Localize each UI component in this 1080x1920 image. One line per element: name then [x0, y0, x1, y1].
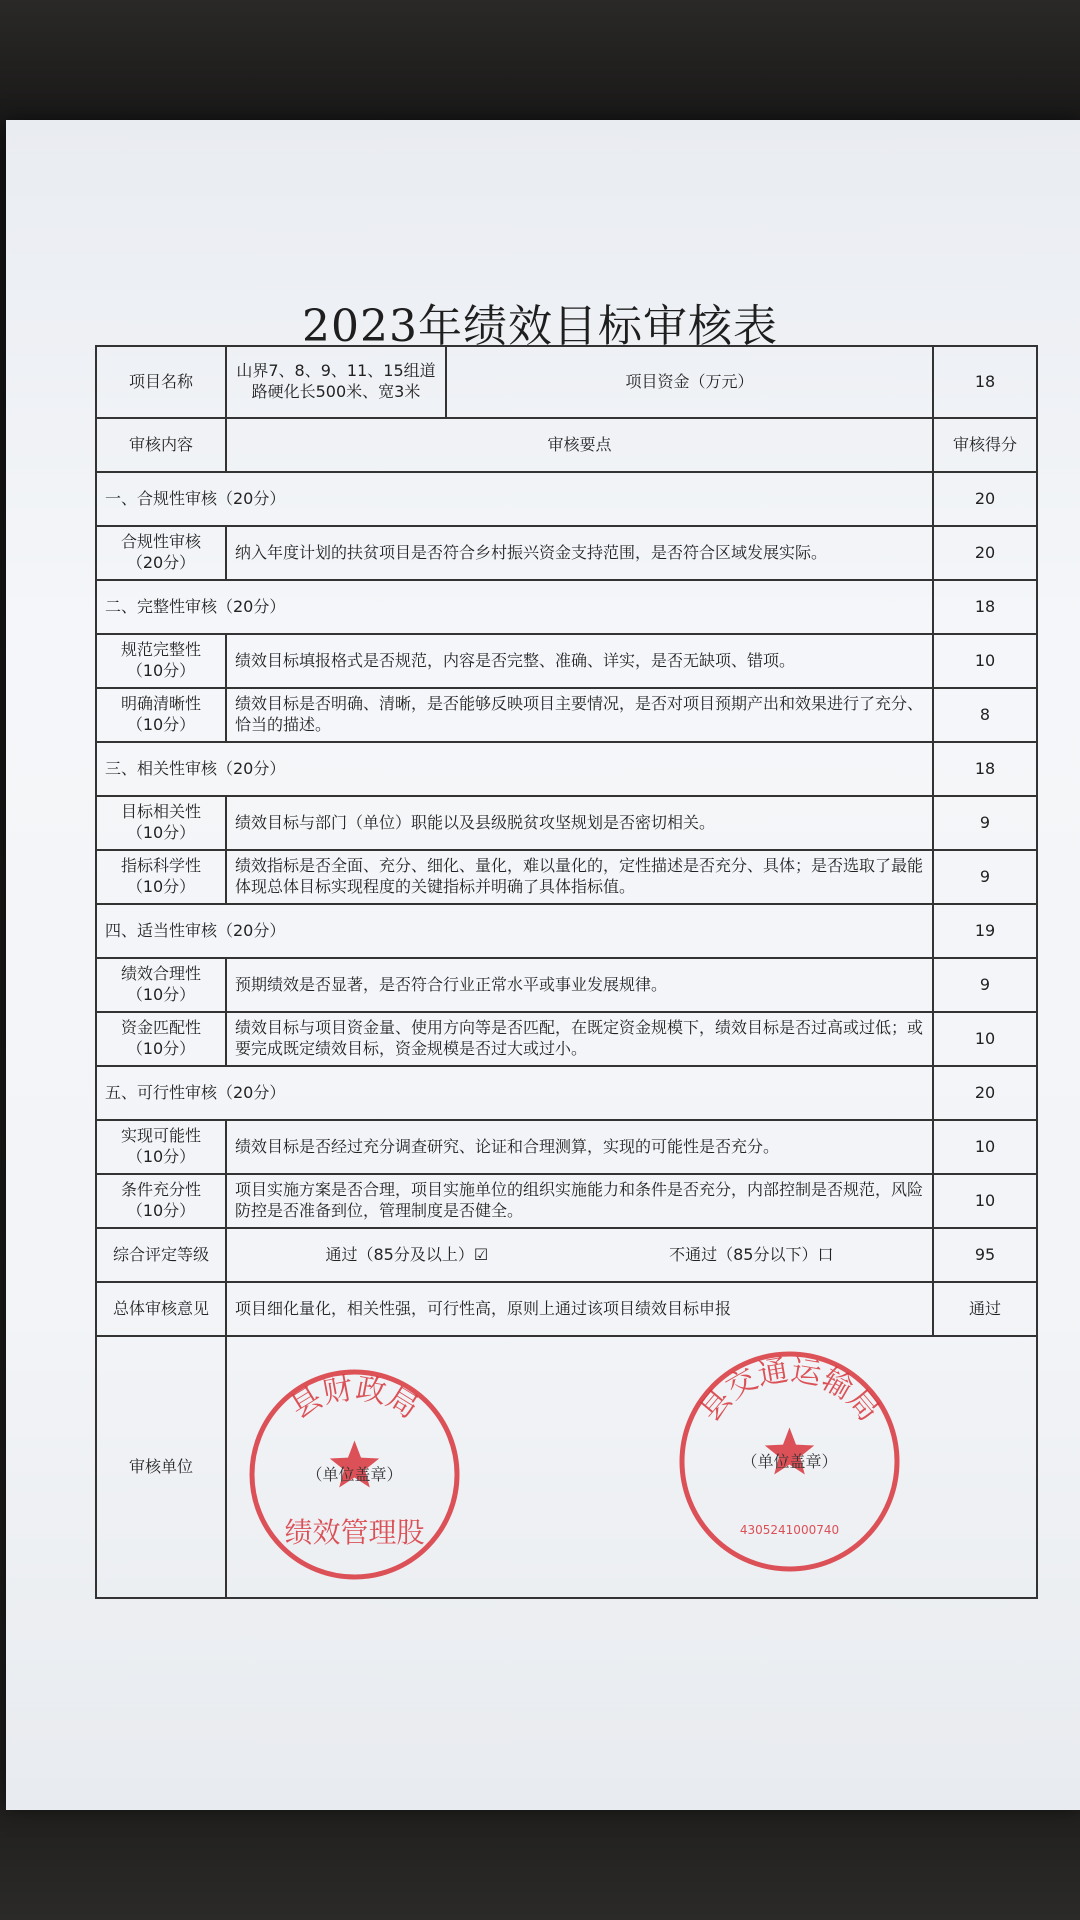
criterion-name: 绩效合理性	[120, 964, 201, 984]
section-title: 五、可行性审核（20分）	[96, 1066, 933, 1120]
section-row	[96, 742, 1037, 796]
project-fund-value: 18	[933, 346, 1037, 418]
criterion-name-cell	[96, 796, 226, 850]
criterion-name-cell	[96, 850, 226, 904]
rating-score: 95	[933, 1228, 1037, 1282]
criterion-score: 9	[933, 850, 1037, 904]
criterion-name-cell	[96, 688, 226, 742]
header-content-label: 审核内容	[96, 418, 226, 472]
opinion-result: 通过	[933, 1282, 1037, 1336]
criterion-description: 纳入年度计划的扶贫项目是否符合乡村振兴资金支持范围，是否符合区域发展实际。	[226, 526, 933, 580]
seal-top-text: 县财政局	[284, 1371, 425, 1426]
seal-bottom-text: 绩效管理股	[284, 1516, 425, 1549]
section-row	[96, 904, 1037, 958]
criterion-points: （10分）	[126, 823, 196, 842]
official-seal-1	[247, 1367, 462, 1582]
rating-fail-checkbox: 口	[817, 1244, 834, 1264]
criterion-description: 绩效目标与部门（单位）职能以及县级脱贫攻坚规划是否密切相关。	[226, 796, 933, 850]
criterion-row	[96, 850, 1037, 904]
header-points-label: 审核要点	[226, 418, 933, 472]
rating-fail-text: 不通过（85分以下）	[669, 1244, 818, 1264]
stamp-area	[226, 1336, 1037, 1598]
criterion-points: （20分）	[126, 553, 196, 572]
section-score: 20	[933, 472, 1037, 526]
criterion-points: （10分）	[126, 1039, 196, 1058]
project-row	[96, 346, 1037, 418]
section-row	[96, 1066, 1037, 1120]
criterion-name-cell	[96, 1012, 226, 1066]
criterion-name-cell	[96, 634, 226, 688]
criterion-score: 10	[933, 634, 1037, 688]
seal-note: （单位盖章）	[306, 1464, 403, 1484]
criterion-name: 规范完整性	[120, 640, 201, 660]
section-title: 二、完整性审核（20分）	[96, 580, 933, 634]
criterion-row	[96, 1120, 1037, 1174]
rating-pass-checkbox: ☑	[473, 1244, 489, 1264]
document-title: 2023年绩效目标审核表	[302, 301, 778, 352]
project-name-label: 项目名称	[96, 346, 226, 418]
units-label: 审核单位	[96, 1336, 226, 1598]
criterion-score: 8	[933, 688, 1037, 742]
criterion-row	[96, 688, 1037, 742]
criterion-score: 10	[933, 1120, 1037, 1174]
opinion-text: 项目细化量化，相关性强，可行性高，原则上通过该项目绩效目标申报	[226, 1282, 933, 1336]
criterion-points: （10分）	[126, 715, 196, 734]
criterion-score: 9	[933, 958, 1037, 1012]
rating-fail-option	[669, 1245, 833, 1266]
criterion-name-cell	[96, 1174, 226, 1228]
criterion-row	[96, 958, 1037, 1012]
criterion-description: 绩效指标是否全面、充分、细化、量化，难以量化的，定性描述是否充分、具体；是否选取了最能体现总体目标实现程度的关键指标并明确了具体指标值。	[226, 850, 933, 904]
project-fund-label: 项目资金（万元）	[446, 346, 933, 418]
section-score: 18	[933, 742, 1037, 796]
criterion-score: 10	[933, 1012, 1037, 1066]
criterion-name: 条件充分性	[120, 1180, 201, 1200]
official-seal-2	[677, 1349, 902, 1574]
criterion-row	[96, 796, 1037, 850]
seal-note: （单位盖章）	[741, 1451, 838, 1471]
criterion-name: 指标科学性	[120, 856, 201, 876]
criterion-row	[96, 634, 1037, 688]
criterion-description: 预期绩效是否显著，是否符合行业正常水平或事业发展规律。	[226, 958, 933, 1012]
rating-label: 综合评定等级	[96, 1228, 226, 1282]
criterion-name: 合规性审核	[120, 532, 201, 552]
criterion-points: （10分）	[126, 877, 196, 896]
criterion-description: 项目实施方案是否合理，项目实施单位的组织实施能力和条件是否充分，内部控制是否规范，风险防控是否准备到位，管理制度是否健全。	[226, 1174, 933, 1228]
header-row	[96, 418, 1037, 472]
criterion-row	[96, 1012, 1037, 1066]
criterion-name: 目标相关性	[120, 802, 201, 822]
header-score-label: 审核得分	[933, 418, 1037, 472]
criterion-name-cell	[96, 1120, 226, 1174]
units-row	[96, 1336, 1037, 1598]
section-score: 18	[933, 580, 1037, 634]
review-table	[95, 345, 1038, 1599]
section-score: 19	[933, 904, 1037, 958]
criterion-row	[96, 1174, 1037, 1228]
rating-options	[226, 1228, 933, 1282]
criterion-score: 9	[933, 796, 1037, 850]
criterion-description: 绩效目标与项目资金量、使用方向等是否匹配，在既定资金规模下，绩效目标是否过高或过低；或要完成既定绩效目标，资金规模是否过大或过小。	[226, 1012, 933, 1066]
project-name-value: 山界7、8、9、11、15组道路硬化长500米、宽3米	[226, 346, 446, 418]
section-score: 20	[933, 1066, 1037, 1120]
section-title: 三、相关性审核（20分）	[96, 742, 933, 796]
criterion-name: 明确清晰性	[120, 694, 201, 714]
rating-pass-text: 通过（85分及以上）	[325, 1244, 474, 1264]
criterion-score: 10	[933, 1174, 1037, 1228]
criterion-name-cell	[96, 526, 226, 580]
opinion-label: 总体审核意见	[96, 1282, 226, 1336]
criterion-row	[96, 526, 1037, 580]
criterion-score: 20	[933, 526, 1037, 580]
section-title: 一、合规性审核（20分）	[96, 472, 933, 526]
section-title: 四、适当性审核（20分）	[96, 904, 933, 958]
criterion-description: 绩效目标是否经过充分调查研究、论证和合理测算，实现的可能性是否充分。	[226, 1120, 933, 1174]
rating-pass-option	[325, 1245, 488, 1266]
criterion-points: （10分）	[126, 985, 196, 1004]
criterion-name: 实现可能性	[120, 1126, 201, 1146]
section-row	[96, 580, 1037, 634]
rating-row	[96, 1228, 1037, 1282]
criterion-points: （10分）	[126, 1147, 196, 1166]
criterion-description: 绩效目标是否明确、清晰，是否能够反映项目主要情况，是否对项目预期产出和效果进行了充分、恰当的描述。	[226, 688, 933, 742]
seal-bottom-text: 4305241000740	[739, 1523, 840, 1537]
criterion-name-cell	[96, 958, 226, 1012]
opinion-row	[96, 1282, 1037, 1336]
criterion-points: （10分）	[126, 1201, 196, 1220]
criterion-name: 资金匹配性	[120, 1018, 201, 1038]
rating-options-group	[235, 1245, 924, 1266]
section-row	[96, 472, 1037, 526]
criterion-description: 绩效目标填报格式是否规范，内容是否完整、准确、详实，是否无缺项、错项。	[226, 634, 933, 688]
seal-top-text: 县交通运输局	[693, 1353, 886, 1429]
criterion-points: （10分）	[126, 661, 196, 680]
